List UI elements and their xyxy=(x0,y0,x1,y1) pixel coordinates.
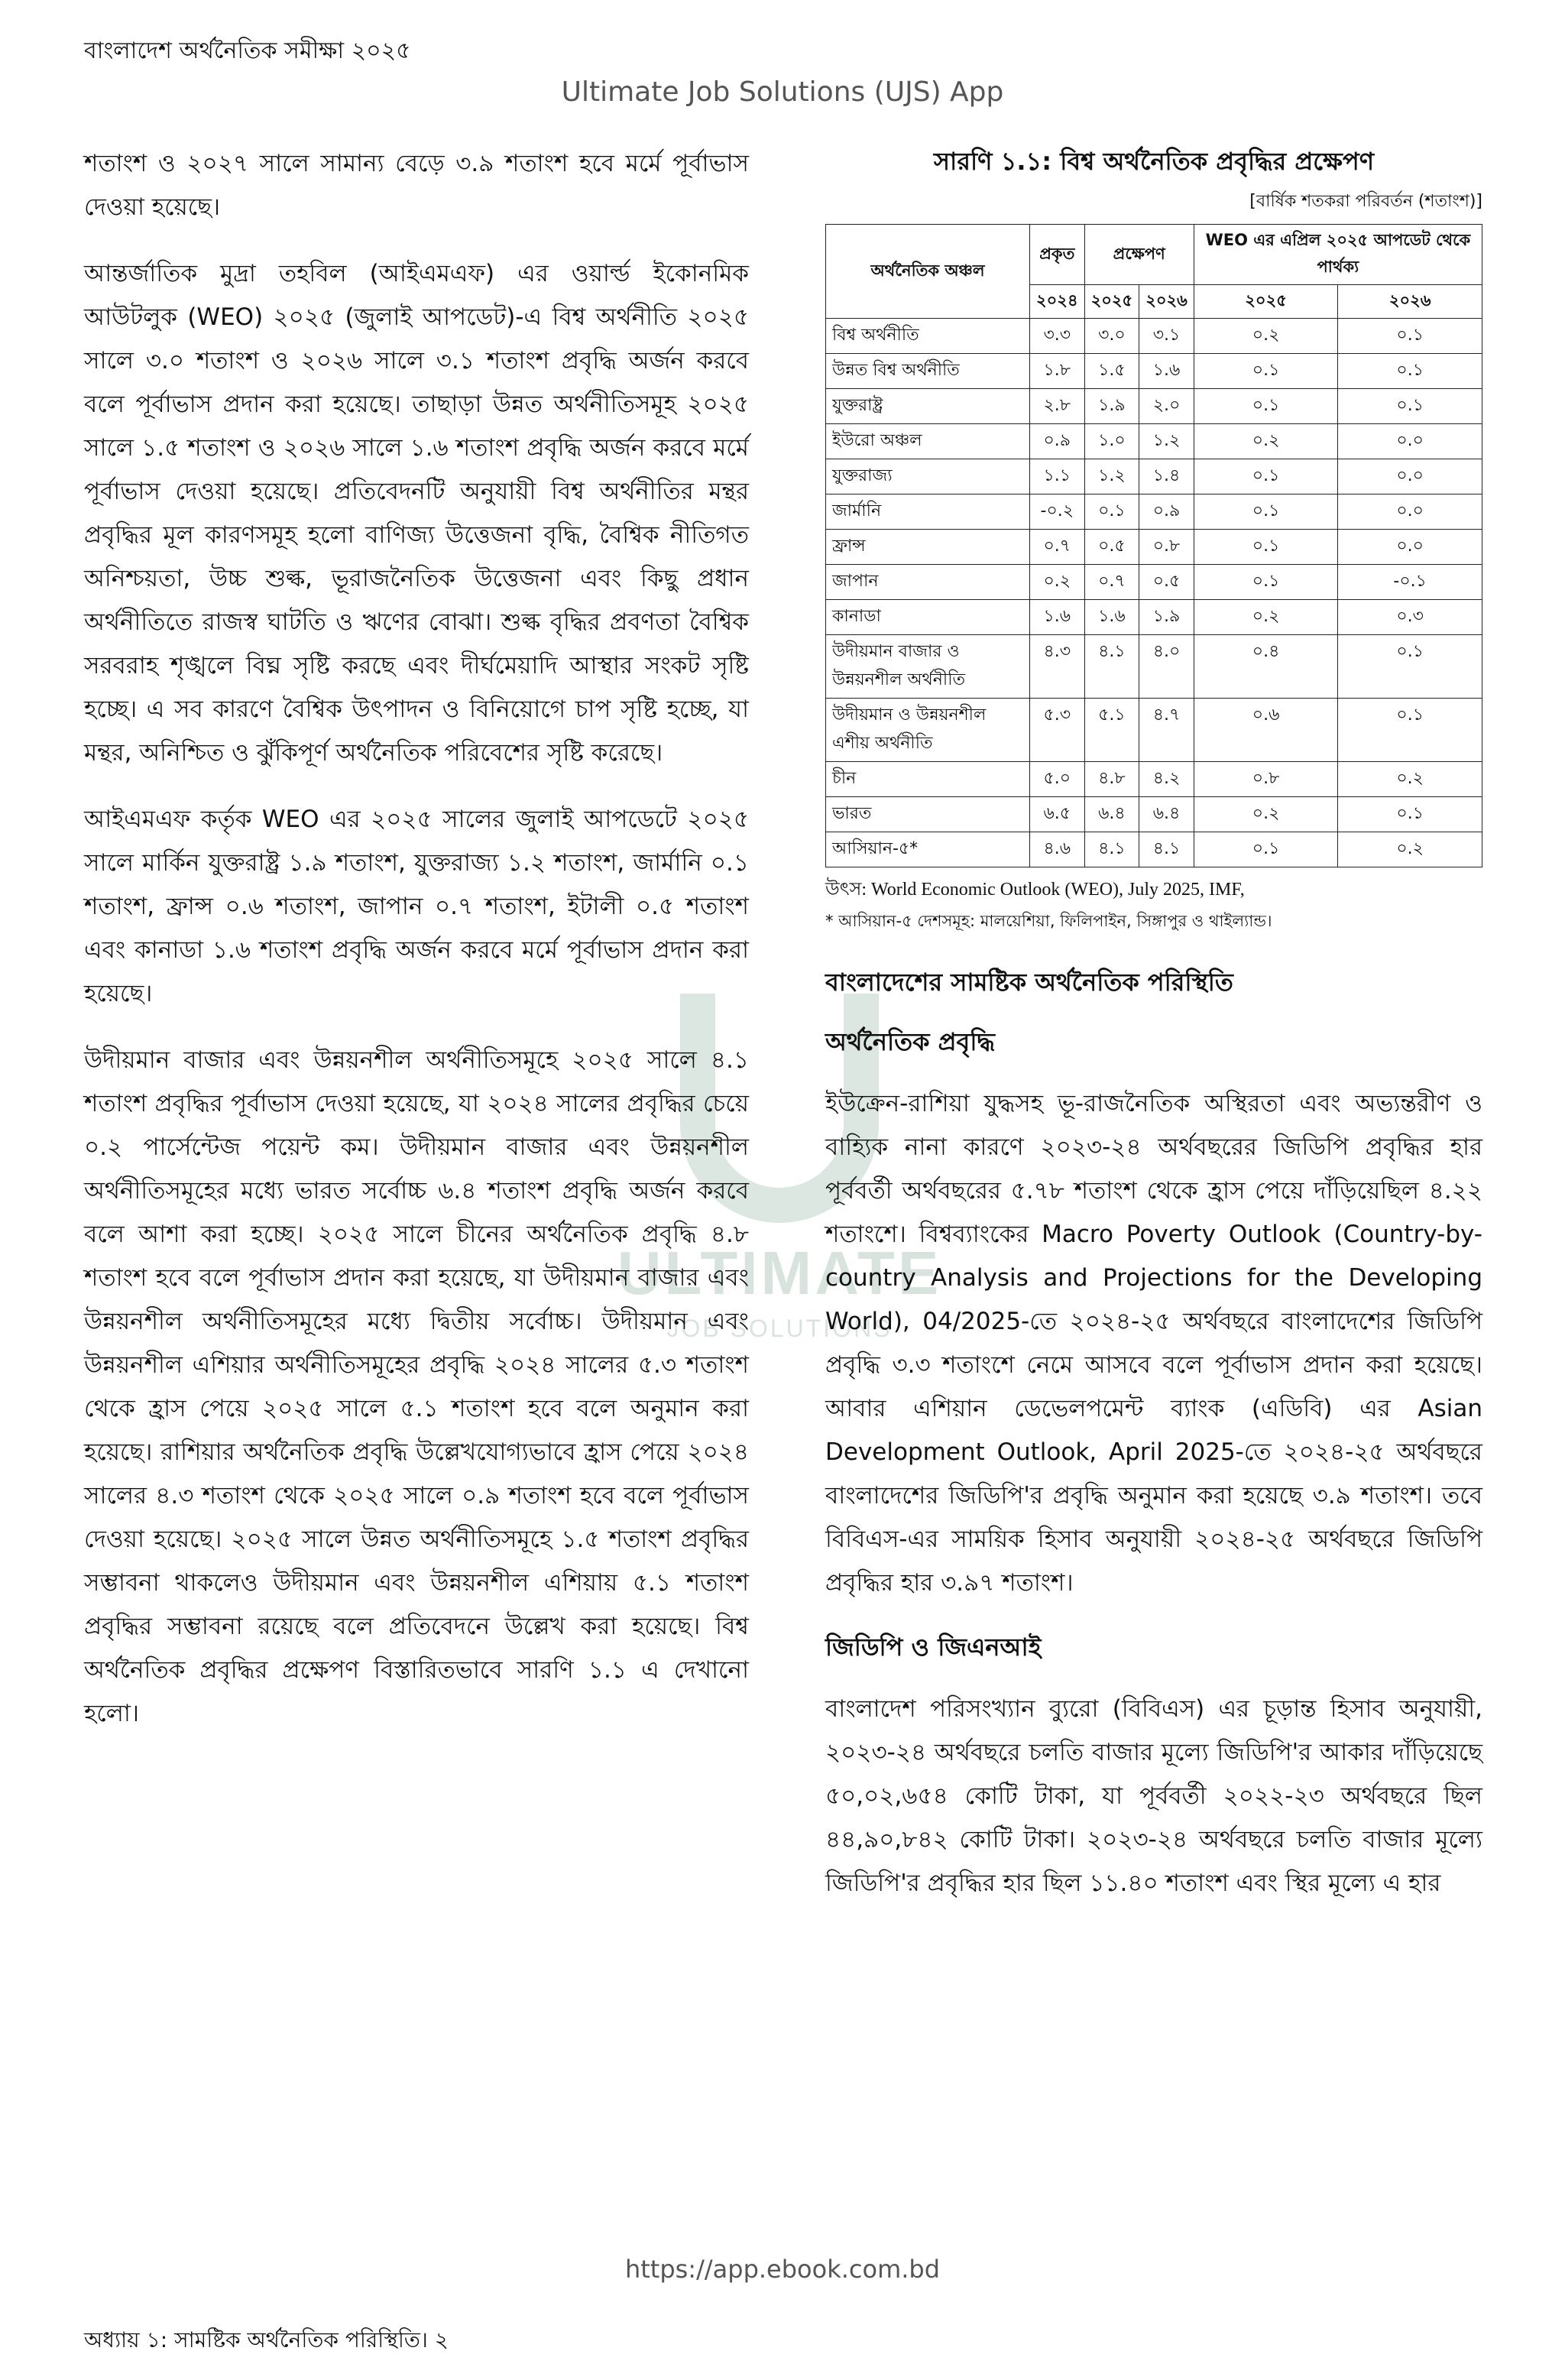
table-unit: [বার্ষিক শতকরা পরিবর্তন (শতাংশ)] xyxy=(1249,192,1482,211)
value-cell: ০.৭ xyxy=(1084,565,1139,600)
header-projection: প্রক্ষেপণ xyxy=(1084,225,1194,285)
value-cell: ৩.১ xyxy=(1139,319,1194,354)
table-row xyxy=(826,354,1482,389)
table-row xyxy=(826,424,1482,459)
value-cell: ০.১ xyxy=(1194,565,1338,600)
value-cell: ০.২ xyxy=(1338,832,1482,867)
value-cell: ০.৫ xyxy=(1139,565,1194,600)
header-actual: প্রকৃত xyxy=(1030,225,1085,285)
value-cell: ৫.০ xyxy=(1030,762,1085,797)
table-row xyxy=(826,635,1482,699)
value-cell: ০.৬ xyxy=(1194,699,1338,762)
value-cell: ৪.১ xyxy=(1084,635,1139,699)
header-region: অর্থনৈতিক অঞ্চল xyxy=(826,225,1030,319)
value-cell: ০.১ xyxy=(1338,797,1482,832)
header-year: ২০২৫ xyxy=(1194,285,1338,319)
value-cell: ১.১ xyxy=(1030,459,1085,494)
value-cell: ০.৮ xyxy=(1194,762,1338,797)
header-year: ২০২৬ xyxy=(1338,285,1482,319)
value-cell: ০.২ xyxy=(1030,565,1085,600)
value-cell: ২.৮ xyxy=(1030,389,1085,424)
value-cell: ০.১ xyxy=(1194,530,1338,565)
value-cell: ০.১ xyxy=(1338,319,1482,354)
value-cell: ৪.৩ xyxy=(1030,635,1085,699)
value-cell: ০.১ xyxy=(1338,699,1482,762)
value-cell: ১.৬ xyxy=(1139,354,1194,389)
value-cell: ০.১ xyxy=(1338,635,1482,699)
value-cell: ৪.৭ xyxy=(1139,699,1194,762)
value-cell: ২.০ xyxy=(1139,389,1194,424)
region-cell: উদীয়মান ও উন্নয়নশীল এশীয় অর্থনীতি xyxy=(826,699,1030,762)
value-cell: ০.৯ xyxy=(1139,494,1194,530)
value-cell: ০.১ xyxy=(1338,389,1482,424)
section-heading: বাংলাদেশের সামষ্টিক অর্থনৈতিক পরিস্থিতি xyxy=(825,968,1233,997)
region-cell: আসিয়ান-৫* xyxy=(826,832,1030,867)
value-cell: ১.৬ xyxy=(1030,600,1085,635)
value-cell: ৩.০ xyxy=(1084,319,1139,354)
header-year: ২০২৬ xyxy=(1139,285,1194,319)
table-row xyxy=(826,530,1482,565)
value-cell: ১.২ xyxy=(1139,424,1194,459)
value-cell: ১.৪ xyxy=(1139,459,1194,494)
value-cell: ০.১ xyxy=(1084,494,1139,530)
value-cell: ০.৯ xyxy=(1030,424,1085,459)
value-cell: ০.১ xyxy=(1194,459,1338,494)
value-cell: ০.৪ xyxy=(1194,635,1338,699)
table-row xyxy=(826,832,1482,867)
value-cell: ১.৫ xyxy=(1084,354,1139,389)
right-column xyxy=(825,142,1482,1928)
value-cell: ০.১ xyxy=(1194,354,1338,389)
value-cell: ৫.৩ xyxy=(1030,699,1085,762)
value-cell: ৪.৮ xyxy=(1084,762,1139,797)
table-row xyxy=(826,565,1482,600)
value-cell: ০.৩ xyxy=(1338,600,1482,635)
value-cell: ৪.৬ xyxy=(1030,832,1085,867)
region-cell: যুক্তরাজ্য xyxy=(826,459,1030,494)
value-cell: ০.২ xyxy=(1194,319,1338,354)
region-cell: ফ্রান্স xyxy=(826,530,1030,565)
value-cell: ০.৫ xyxy=(1084,530,1139,565)
paragraph: আইএমএফ কর্তৃক WEO এর ২০২৫ সালের জুলাই আপডেটে ২০২৫ সালে মার্কিন যুক্তরাষ্ট্র ১.৯ শতাংশ, যুক্তরাজ্য ১.২ শতাংশ, জার্মানি ০.১ শতাংশ, ফ্রান্স ০.৬ শতাংশ, জাপান ০.৭ শতাংশ, ইটালী ০.৫ শতাংশ এবং কানাডা ১.৬ শতাংশ প্রবৃদ্ধি অর্জন করবে মর্মে পূর্বাভাস প্রদান করা হয়েছে। xyxy=(84,806,749,1007)
footer-chapter: অধ্যায় ১: সামষ্টিক অর্থনৈতিক পরিস্থিতি। ২ xyxy=(84,2327,449,2352)
watermark-subtext: JOB SOLUTIONS xyxy=(666,1315,893,1342)
value-cell: ৫.১ xyxy=(1084,699,1139,762)
region-cell: জাপান xyxy=(826,565,1030,600)
running-title: বাংলাদেশ অর্থনৈতিক সমীক্ষা ২০২৫ xyxy=(84,37,411,64)
paragraph: আন্তর্জাতিক মুদ্রা তহবিল (আইএমএফ) এর ওয়ার্ল্ড ইকোনমিক আউটলুক (WEO) ২০২৫ (জুলাই আপডেট)-এ বিশ্ব অর্থনীতি ২০২৫ সালে ৩.০ শতাংশ ও ২০২৬ সালে ৩.১ শতাংশ প্রবৃদ্ধি অর্জন করবে বলে পূর্বাভাস প্রদান করা হয়েছে। তাছাড়া উন্নত অর্থনীতিসমূহ ২০২৫ সালে ১.৫ শতাংশ ও ২০২৬ সালে ১.৬ শতাংশ প্রবৃদ্ধি অর্জন করবে মর্মে পূর্বাভাস দেওয়া হয়েছে। প্রতিবেদনটি অনুযায়ী বিশ্ব অর্থনীতির মন্থর প্রবৃদ্ধির মূল কারণসমূহ হলো বাণিজ্য উত্তেজনা বৃদ্ধি, বৈশ্বিক নীতিগত অনিশ্চয়তা, উচ্চ শুল্ক, ভূরাজনৈতিক উত্তেজনা এবং কিছু প্রধান অর্থনীতিতে রাজস্ব ঘাটতি ও ঋণের বোঝা। শুল্ক বৃদ্ধির প্রবণতা বৈশ্বিক সরবরাহ শৃঙ্খলে বিঘ্ন সৃষ্টি করছে এবং দীর্ঘমেয়াদি আস্থার সংকট সৃষ্টি হচ্ছে। এ সব কারণে বৈশ্বিক উৎপাদন ও বিনিয়োগে চাপ সৃষ্টি হচ্ছে, যা মন্থর, অনিশ্চিত ও ঝুঁকিপূর্ণ অর্থনৈতিক পরিবেশের সৃষ্টি করেছে। xyxy=(84,260,749,767)
value-cell: ০.৭ xyxy=(1030,530,1085,565)
value-cell: ০.১ xyxy=(1194,389,1338,424)
value-cell: ০.১ xyxy=(1194,832,1338,867)
watermark-word: ULTIMATE xyxy=(617,1239,942,1307)
value-cell: ০.১ xyxy=(1194,494,1338,530)
table-row xyxy=(826,459,1482,494)
footer-url[interactable]: https://app.ebook.com.bd xyxy=(624,2255,941,2284)
value-cell: ০.২ xyxy=(1194,600,1338,635)
value-cell: ০.২ xyxy=(1338,762,1482,797)
value-cell: ০.০ xyxy=(1338,459,1482,494)
table-row xyxy=(826,797,1482,832)
table-row xyxy=(826,494,1482,530)
header-difference: WEO এর এপ্রিল ২০২৫ আপডেট থেকে পার্থক্য xyxy=(1194,225,1482,285)
forecast-table xyxy=(825,224,1482,867)
table-title: সারণি ১.১: বিশ্ব অর্থনৈতিক প্রবৃদ্ধির প্রক্ষেপণ xyxy=(933,147,1375,176)
value-cell: ১.৯ xyxy=(1139,600,1194,635)
subheading-gdp: জিডিপি ও জিএনআই xyxy=(825,1633,1042,1662)
paragraph: শতাংশ ও ২০২৭ সালে সামান্য বেড়ে ৩.৯ শতাংশ হবে মর্মে পূর্বাভাস দেওয়া হয়েছে। xyxy=(84,150,749,221)
region-cell: উন্নত বিশ্ব অর্থনীতি xyxy=(826,354,1030,389)
brand-header: Ultimate Job Solutions (UJS) App xyxy=(561,76,1004,108)
region-cell: জার্মানি xyxy=(826,494,1030,530)
value-cell: ৪.০ xyxy=(1139,635,1194,699)
value-cell: -০.২ xyxy=(1030,494,1085,530)
value-cell: ১.২ xyxy=(1084,459,1139,494)
growth-paragraph: ইউক্রেন-রাশিয়া যুদ্ধসহ ভূ-রাজনৈতিক অস্থিরতা এবং অভ্যন্তরীণ ও বাহ্যিক নানা কারণে ২০২৩-২৪ অর্থবছরের জিডিপি প্রবৃদ্ধির হার পূর্ববর্তী অর্থবছরের ৫.৭৮ শতাংশ থেকে হ্রাস পেয়ে দাঁড়িয়েছিল ৪.২২ শতাংশে। বিশ্বব্যাংকের Macro Poverty Outlook (Country-by-country Analysis and Projections for the Developing World), 04/2025-তে ২০২৪-২৫ অর্থবছরে বাংলাদেশের জিডিপি প্রবৃদ্ধি ৩.৩ শতাংশে নেমে আসবে বলে পূর্বাভাস প্রদান করা হয়েছে। আবার এশিয়ান ডেভেলপমেন্ট ব্যাংক (এডিবি) এর Asian Development Outlook, April 2025-তে ২০২৪-২৫ অর্থবছরে বাংলাদেশের জিডিপি'র প্রবৃদ্ধি অনুমান করা হয়েছে ৩.৯ শতাংশ। তবে বিবিএস-এর সাময়িক হিসাব অনুযায়ী ২০২৪-২৫ অর্থবছরে জিডিপি প্রবৃদ্ধির হার ৩.৯৭ শতাংশ। xyxy=(825,1090,1482,1597)
value-cell: ৪.১ xyxy=(1084,832,1139,867)
table-row xyxy=(826,762,1482,797)
value-cell: ০.০ xyxy=(1338,494,1482,530)
subheading-growth: অর্থনৈতিক প্রবৃদ্ধি xyxy=(825,1027,995,1056)
table-row xyxy=(826,600,1482,635)
value-cell: -০.১ xyxy=(1338,565,1482,600)
gdp-paragraph: বাংলাদেশ পরিসংখ্যান ব্যুরো (বিবিএস) এর চূড়ান্ত হিসাব অনুযায়ী, ২০২৩-২৪ অর্থবছরে চলতি বাজার মূল্যে জিডিপি'র আকার দাঁড়িয়েছে ৫০,০২,৬৫৪ কোটি টাকা, যা পূর্ববর্তী ২০২২-২৩ অর্থবছরে ছিল ৪৪,৯০,৮৪২ কোটি টাকা। ২০২৩-২৪ অর্থবছরে চলতি বাজার মূল্যে জিডিপি'র প্রবৃদ্ধির হার ছিল ১১.৪০ শতাংশ এবং স্থির মূল্যে এ হার xyxy=(825,1695,1482,1897)
value-cell: ৩.৩ xyxy=(1030,319,1085,354)
value-cell: ১.০ xyxy=(1084,424,1139,459)
value-cell: ০.২ xyxy=(1194,424,1338,459)
region-cell: উদীয়মান বাজার ও উন্নয়নশীল অর্থনীতি xyxy=(826,635,1030,699)
value-cell: ০.০ xyxy=(1338,530,1482,565)
region-cell: চীন xyxy=(826,762,1030,797)
region-cell: যুক্তরাষ্ট্র xyxy=(826,389,1030,424)
region-cell: কানাডা xyxy=(826,600,1030,635)
value-cell: ৬.৪ xyxy=(1139,797,1194,832)
region-cell: ইউরো অঞ্চল xyxy=(826,424,1030,459)
region-cell: ভারত xyxy=(826,797,1030,832)
table-row xyxy=(826,389,1482,424)
value-cell: ৪.২ xyxy=(1139,762,1194,797)
value-cell: ৪.১ xyxy=(1139,832,1194,867)
table-row xyxy=(826,319,1482,354)
table-note: * আসিয়ান-৫ দেশসমূহ: মালয়েশিয়া, ফিলিপাইন, সিঙ্গাপুর ও থাইল্যান্ড। xyxy=(825,912,1272,930)
value-cell: ১.৯ xyxy=(1084,389,1139,424)
value-cell: ৬.৫ xyxy=(1030,797,1085,832)
left-column xyxy=(84,142,749,1759)
table-source: উৎস: World Economic Outlook (WEO), July 2025, IMF, xyxy=(825,880,1245,900)
value-cell: ১.৮ xyxy=(1030,354,1085,389)
value-cell: ০.৮ xyxy=(1139,530,1194,565)
header-year: ২০২৫ xyxy=(1084,285,1139,319)
header-year: ২০২৪ xyxy=(1030,285,1085,319)
region-cell: বিশ্ব অর্থনীতি xyxy=(826,319,1030,354)
table-body xyxy=(826,319,1482,867)
table-row xyxy=(826,699,1482,762)
paragraph: উদীয়মান বাজার এবং উন্নয়নশীল অর্থনীতিসমূহে ২০২৫ সালে ৪.১ শতাংশ প্রবৃদ্ধির পূর্বাভাস দেওয়া হয়েছে, যা ২০২৪ সালের প্রবৃদ্ধির চেয়ে ০.২ পার্সেন্টেজ পয়েন্ট কম। উদীয়মান বাজার এবং উন্নয়নশীল অর্থনীতিসমূহের মধ্যে ভারত সর্বোচ্চ ৬.৪ শতাংশ প্রবৃদ্ধি অর্জন করবে বলে আশা করা হচ্ছে। ২০২৫ সালে চীনের অর্থনৈতিক প্রবৃদ্ধি ৪.৮ শতাংশ হবে বলে পূর্বাভাস প্রদান করা হয়েছে, যা উদীয়মান বাজার এবং উন্নয়নশীল অর্থনীতিসমূহের মধ্যে দ্বিতীয় সর্বোচ্চ। উদীয়মান এবং উন্নয়নশীল এশিয়ার অর্থনীতিসমূহের প্রবৃদ্ধি ২০২৪ সালের ৫.৩ শতাংশ থেকে হ্রাস পেয়ে ২০২৫ সালে ৫.১ শতাংশ হবে বলে অনুমান করা হয়েছে। রাশিয়ার অর্থনৈতিক প্রবৃদ্ধি উল্লেখযোগ্যভাবে হ্রাস পেয়ে ২০২৪ সালের ৪.৩ শতাংশ থেকে ২০২৫ সালে ০.৯ শতাংশ হবে বলে পূর্বাভাস দেওয়া হয়েছে। ২০২৫ সালে উন্নত অর্থনীতিসমূহে ১.৫ শতাংশ প্রবৃদ্ধির সম্ভাবনা থাকলেও উদীয়মান এবং উন্নয়নশীল এশিয়ায় ৫.১ শতাংশ প্রবৃদ্ধির সম্ভাবনা রয়েছে বলে প্রতিবেদনে উল্লেখ করা হয়েছে। বিশ্ব অর্থনৈতিক প্রবৃদ্ধির প্রক্ষেপণ বিস্তারিতভাবে সারণি ১.১ এ দেখানো হলো। xyxy=(84,1046,749,1727)
value-cell: ০.২ xyxy=(1194,797,1338,832)
value-cell: ৬.৪ xyxy=(1084,797,1139,832)
value-cell: ১.৬ xyxy=(1084,600,1139,635)
value-cell: ০.১ xyxy=(1338,354,1482,389)
value-cell: ০.০ xyxy=(1338,424,1482,459)
